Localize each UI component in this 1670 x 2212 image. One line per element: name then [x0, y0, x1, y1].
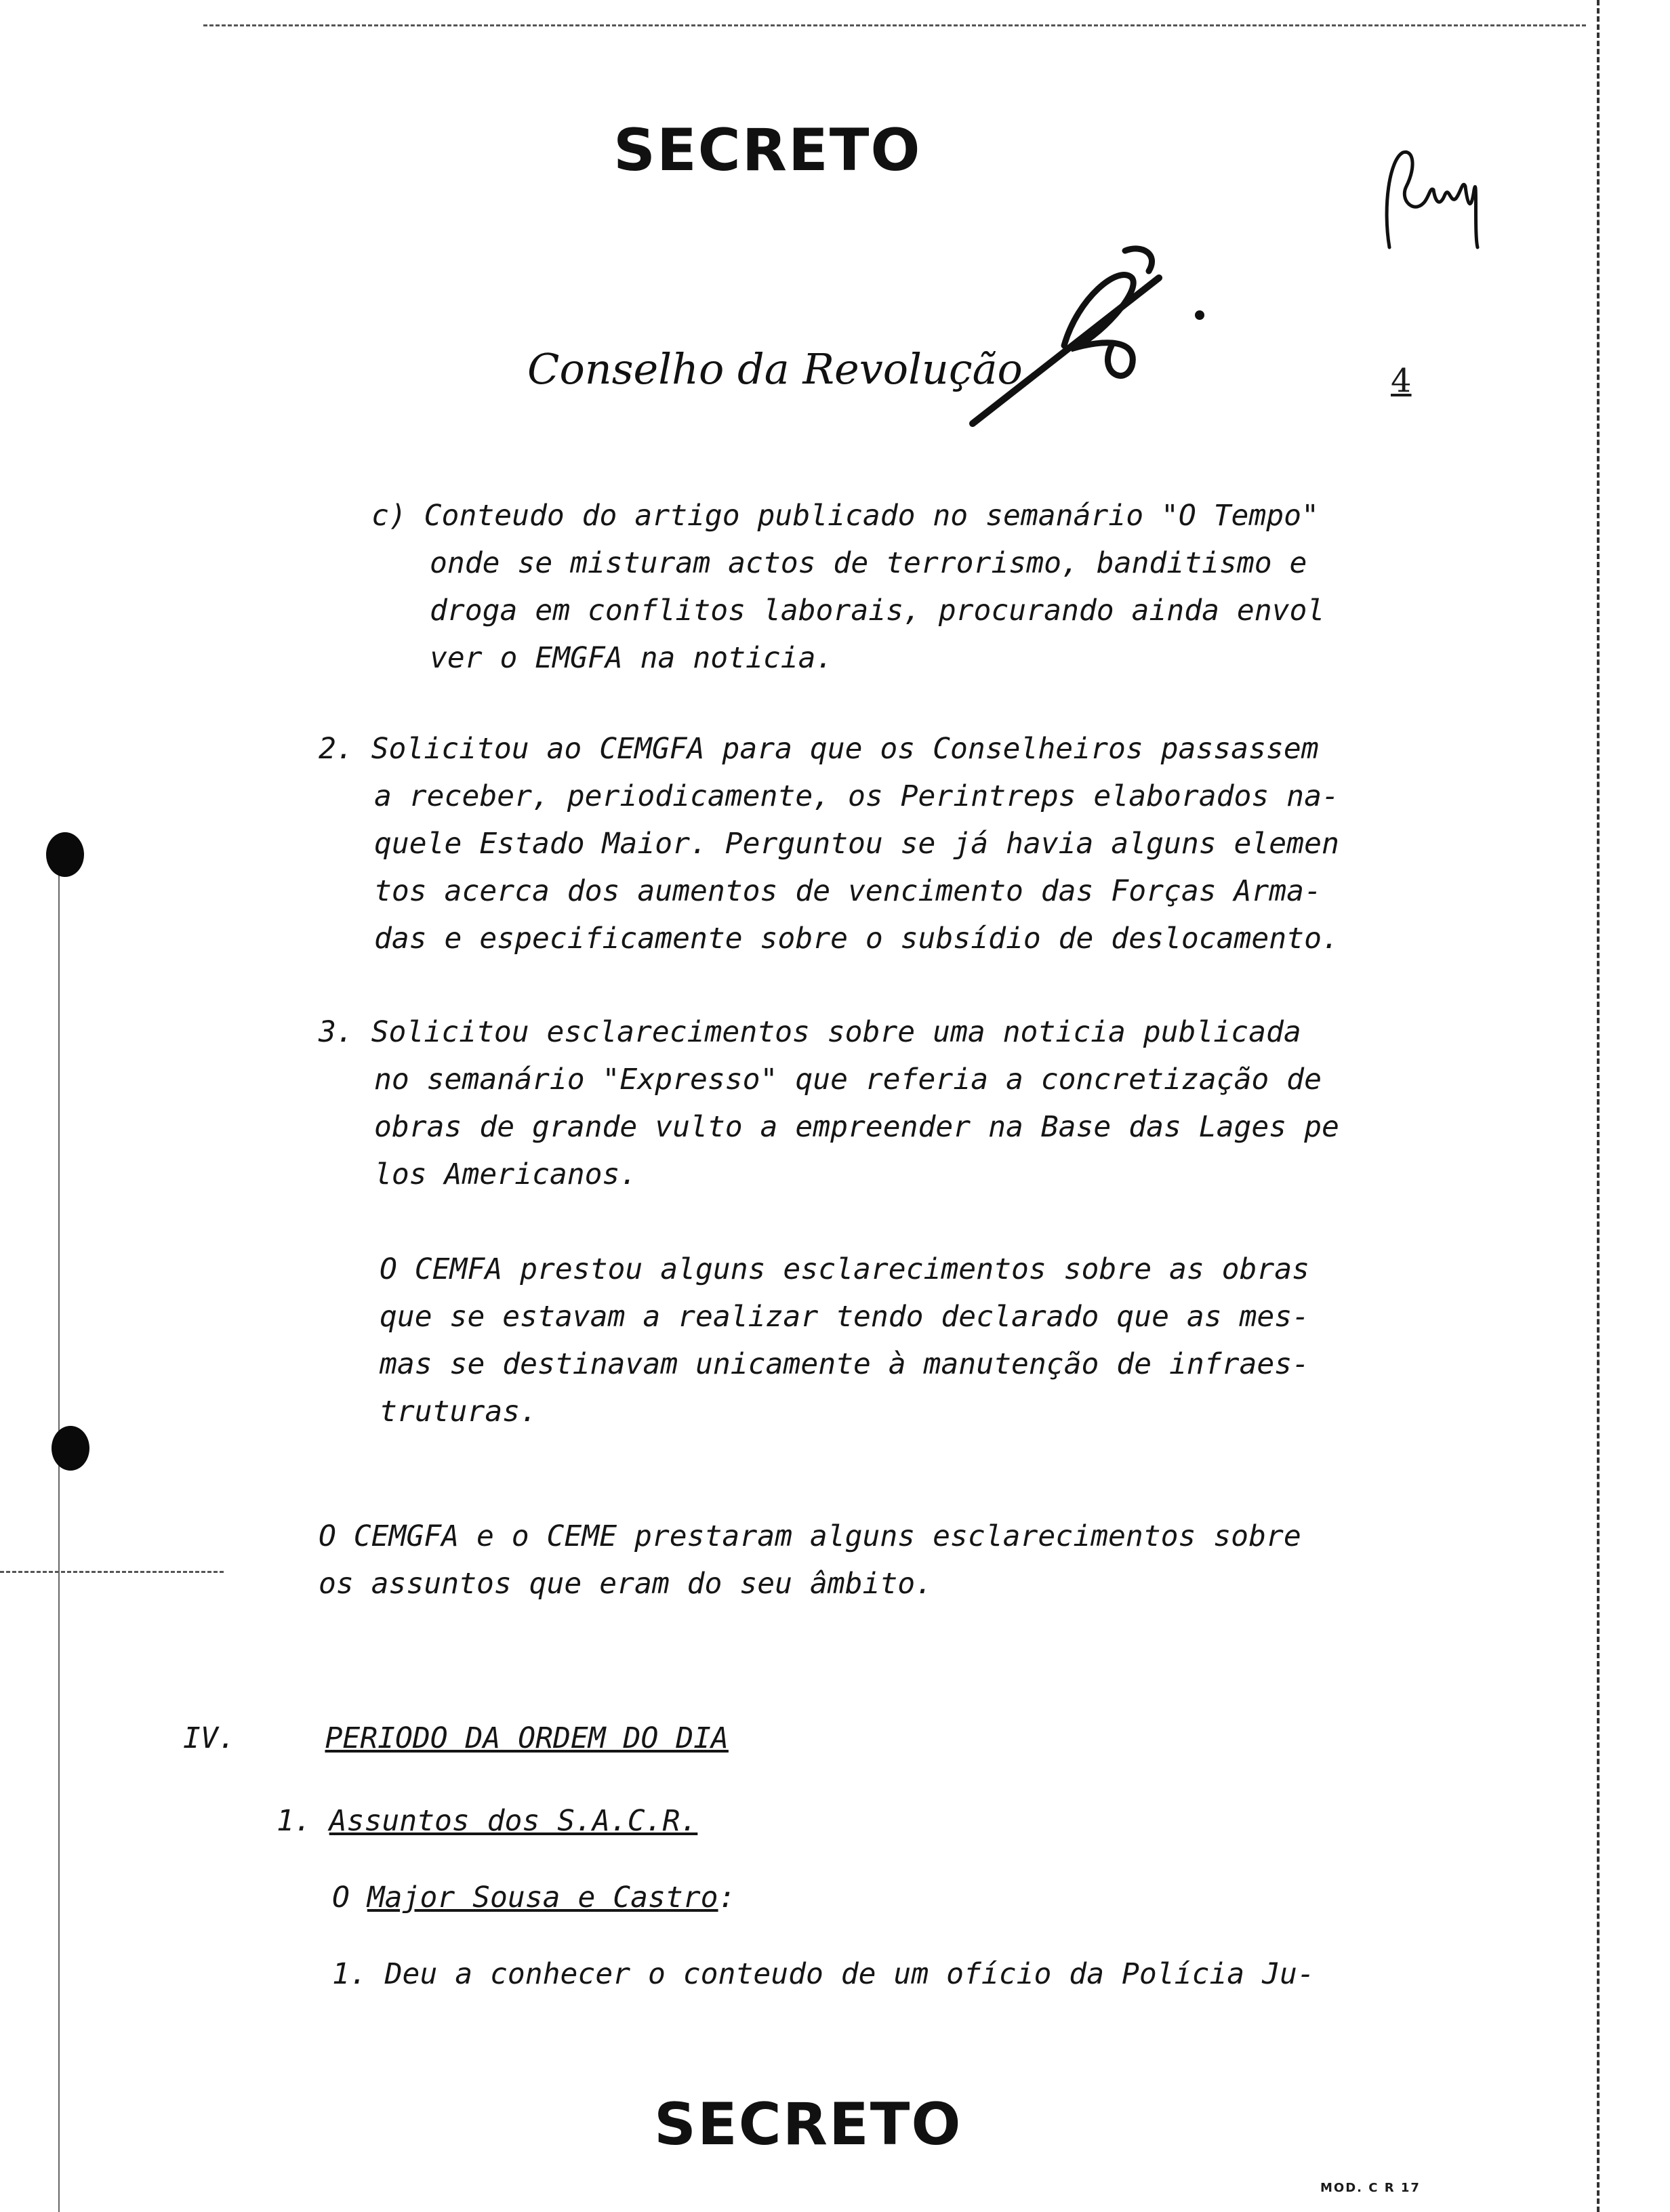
- classification-stamp-bottom: SECRETO: [654, 2091, 962, 2158]
- item-3: [319, 1008, 1339, 1198]
- scan-edge-left: [58, 867, 60, 2212]
- item-c-line: droga em conflitos laborais, procurando ainda envol: [430, 594, 1325, 628]
- item-3-line: no semanário "Expresso" que referia a concretização de: [374, 1063, 1322, 1097]
- item-3-line: 3. Solicitou esclarecimentos sobre uma noticia publicada: [319, 1015, 1301, 1049]
- page-number: 4: [1391, 362, 1412, 400]
- punch-hole-upper: [46, 832, 84, 877]
- punch-hole-lower: [52, 1426, 89, 1471]
- handwritten-initials: [1376, 139, 1484, 261]
- scan-edge-top: [203, 24, 1586, 26]
- major-prefix: O: [332, 1881, 367, 1914]
- major-heading: [332, 1874, 735, 1921]
- cemfa-reply: [380, 1246, 1309, 1435]
- cemfa-reply-line: que se estavam a realizar tendo declarado que as mes-: [380, 1300, 1310, 1334]
- cemfa-reply-line: mas se destinavam unicamente à manutenção de infraes-: [380, 1347, 1310, 1381]
- cemgfa-ceme-line: O CEMGFA e o CEME prestaram alguns esclarecimentos sobre: [319, 1519, 1301, 1553]
- rubric-signature: [962, 237, 1220, 434]
- item-2-line: a receber, periodicamente, os Perintreps elaborados na-: [374, 779, 1339, 813]
- cemgfa-ceme-line: os assuntos que eram do seu âmbito.: [319, 1567, 933, 1601]
- cemgfa-ceme-paragraph: [319, 1513, 1301, 1607]
- section-iv-number: IV.: [183, 1721, 236, 1755]
- item-2-line: das e especificamente sobre o subsídio de deslocamento.: [374, 922, 1339, 956]
- cemfa-reply-line: O CEMFA prestou alguns esclarecimentos sobre as obras: [380, 1252, 1310, 1286]
- scan-fold-mark: [0, 1571, 224, 1573]
- major-title: Major Sousa e Castro: [367, 1881, 718, 1914]
- item-c-line: c) Conteudo do artigo publicado no semanário "O Tempo": [371, 499, 1319, 533]
- item-3-line: los Americanos.: [374, 1158, 638, 1191]
- cemfa-reply-line: truturas.: [380, 1395, 537, 1429]
- council-header: Conselho da Revolução: [527, 344, 1023, 394]
- major-suffix: :: [718, 1881, 736, 1914]
- item-2-line: 2. Solicitou ao CEMGFA para que os Conselheiros passassem: [319, 732, 1319, 766]
- item-c: [371, 492, 1324, 682]
- scan-edge-right: [1597, 0, 1600, 2212]
- item-2: [319, 725, 1339, 962]
- classification-stamp-top: SECRETO: [613, 117, 922, 184]
- item-c-line: ver o EMGFA na noticia.: [430, 641, 834, 675]
- item-2-line: tos acerca dos aumentos de vencimento das Forças Arma-: [374, 874, 1322, 908]
- item-c-line: onde se misturam actos de terrorismo, banditismo e: [430, 546, 1307, 580]
- section-iv-title: PERIODO DA ORDEM DO DIA: [325, 1721, 729, 1755]
- item-2-line: quele Estado Maior. Perguntou se já havia alguns elemen: [374, 827, 1339, 861]
- subsection-1-title: Assuntos dos S.A.C.R.: [329, 1804, 698, 1838]
- form-code: MOD. C R 17: [1320, 2181, 1421, 2195]
- item-3-line: obras de grande vulto a empreender na Base das Lages pe: [374, 1110, 1339, 1144]
- subsection-1-number: 1.: [277, 1804, 312, 1838]
- last-line: 1. Deu a conhecer o conteudo de um ofício da Polícia Ju-: [332, 1957, 1315, 1991]
- subsection-1-heading: [277, 1797, 697, 1845]
- section-iv-heading: [183, 1715, 729, 1762]
